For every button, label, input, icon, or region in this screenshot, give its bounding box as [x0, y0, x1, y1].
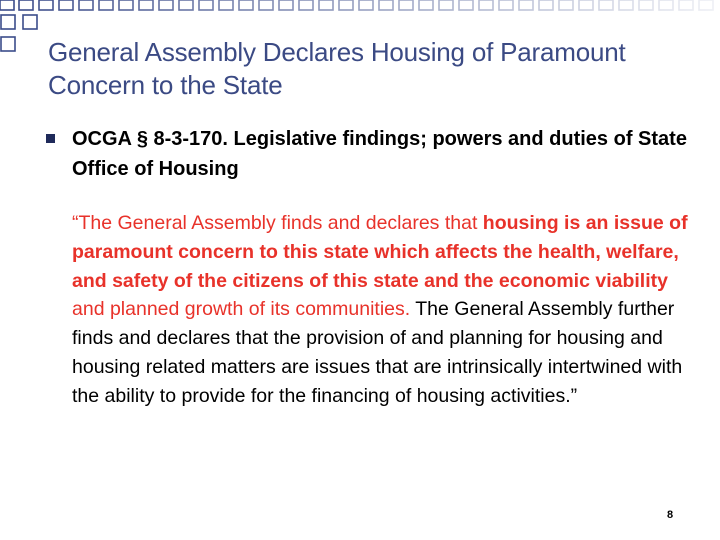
statute-quote — [72, 209, 697, 411]
quote-red-continuation: and planned growth of its communities. — [72, 298, 411, 321]
quote-emphasis: housing is an issue of paramount concern to this state which affects the health, welfare, and safety of the citizens of this state and the economic viability — [72, 212, 688, 292]
slide-number: 8 — [667, 509, 674, 521]
quote-remainder: The General Assembly further finds and declares that the provision of and planning for housing and housing related matters are issues that are intrinsically intertwined with the ability to provide for the financing of housing activities.” — [72, 298, 683, 407]
bullet-square-icon — [46, 134, 55, 143]
bullet-heading: OCGA § 8-3-170. Legislative findings; powers and duties of State Office of Housing — [72, 128, 687, 180]
quote-intro: “The General Assembly finds and declares that — [72, 212, 483, 234]
slide-title: General Assembly Declares Housing of Paramount Concern to the State — [48, 37, 626, 100]
